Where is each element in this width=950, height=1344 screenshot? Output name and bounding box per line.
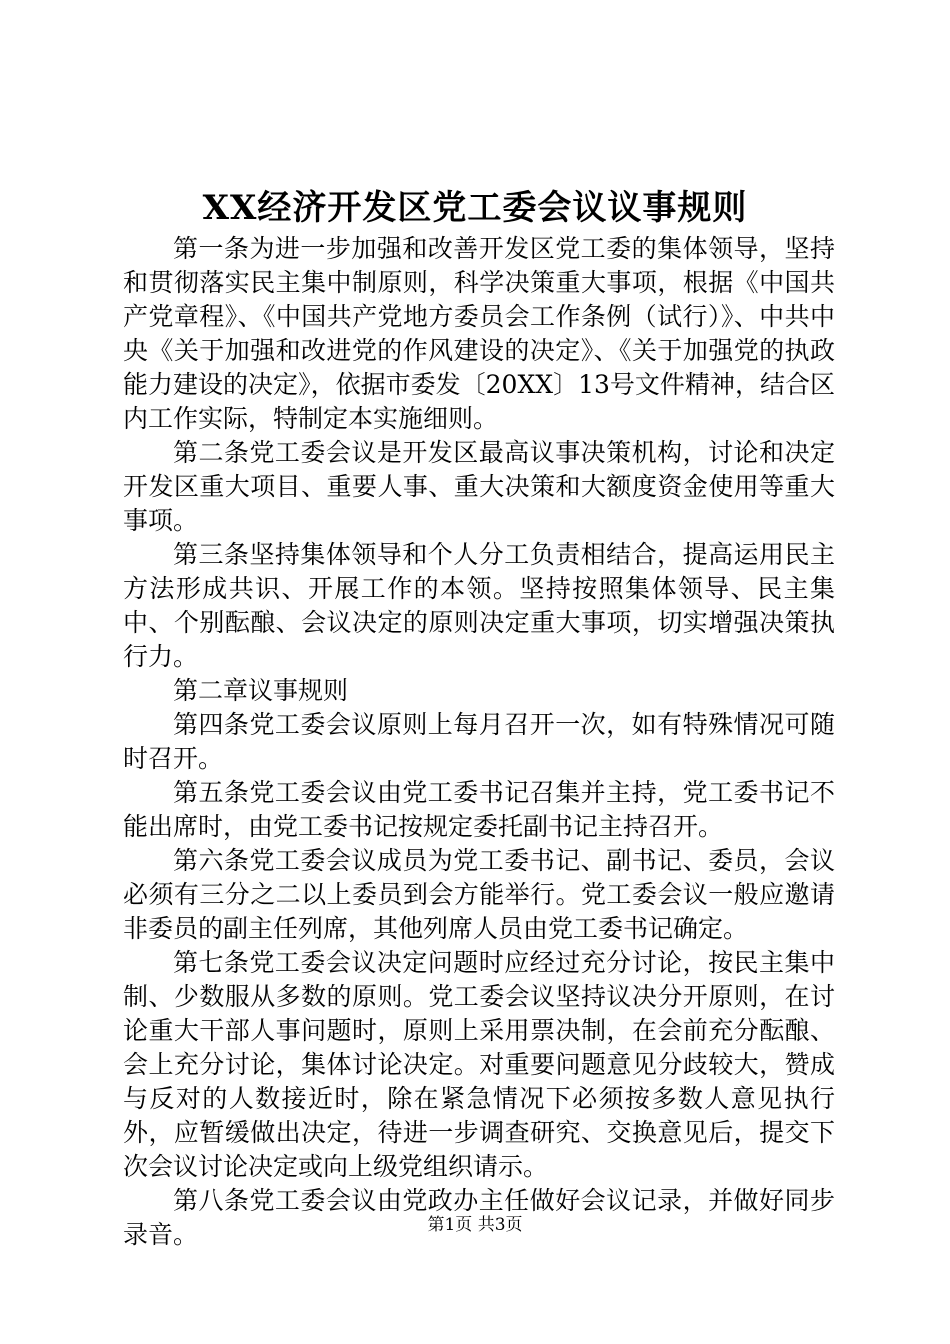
article-3-paragraph: 第三条坚持集体领导和个人分工负责相结合，提高运用民主方法形成共识、开展工作的本领。坚持按照集体领导、民主集中、个别酝酿、会议决定的原则决定重大事项，切实增强决策执行力。 — [123, 540, 835, 671]
article-7-paragraph: 第七条党工委会议决定问题时应经过充分讨论，按民主集中制、少数服从多数的原则。党工委会议坚持议决分开原则，在讨论重大干部人事问题时，原则上采用票决制，在会前充分酝酿、会上充分讨论，集体讨论决定。对重要问题意见分歧较大，赞成与反对的人数接近时，除在紧急情况下必须按多数人意见执行外，应暂缓做出决定，待进一步调查研究、交换意见后，提交下次会议讨论决定或向上级党组织请示。 — [123, 948, 835, 1181]
chapter-heading: 第二章议事规则 — [173, 676, 349, 705]
document-title: XX经济开发区党工委会议议事规则 — [202, 188, 748, 228]
article-1-paragraph: 第一条为进一步加强和改善开发区党工委的集体领导，坚持和贯彻落实民主集中制原则，科学决策重大事项，根据《中国共产党章程》、《中国共产党地方委员会工作条例（试行）》、中共中央《关于加强和改进党的作风建设的决定》、《关于加强党的执政能力建设的决定》，依据市委发〔20XX〕13号文件精神，结合区内工作实际，特制定本实施细则。 — [123, 234, 835, 433]
article-4-paragraph: 第四条党工委会议原则上每月召开一次，如有特殊情况可随时召开。 — [123, 710, 835, 773]
article-5-paragraph: 第五条党工委会议由党工委书记召集并主持，党工委书记不能出席时，由党工委书记按规定委托副书记主持召开。 — [123, 778, 835, 841]
document-body — [123, 232, 835, 1252]
article-6-paragraph: 第六条党工委会议成员为党工委书记、副书记、委员，会议必须有三分之二以上委员到会方能举行。党工委会议一般应邀请非委员的副主任列席，其他列席人员由党工委书记确定。 — [123, 846, 835, 943]
article-8-paragraph: 第八条党工委会议由党政办主任做好会议记录，并做好同步录音。 — [123, 1186, 835, 1249]
page-footer: 第1页 共3页 — [427, 1215, 523, 1235]
article-2-paragraph: 第二条党工委会议是开发区最高议事决策机构，讨论和决定开发区重大项目、重要人事、重大决策和大额度资金使用等重大事项。 — [123, 438, 835, 535]
